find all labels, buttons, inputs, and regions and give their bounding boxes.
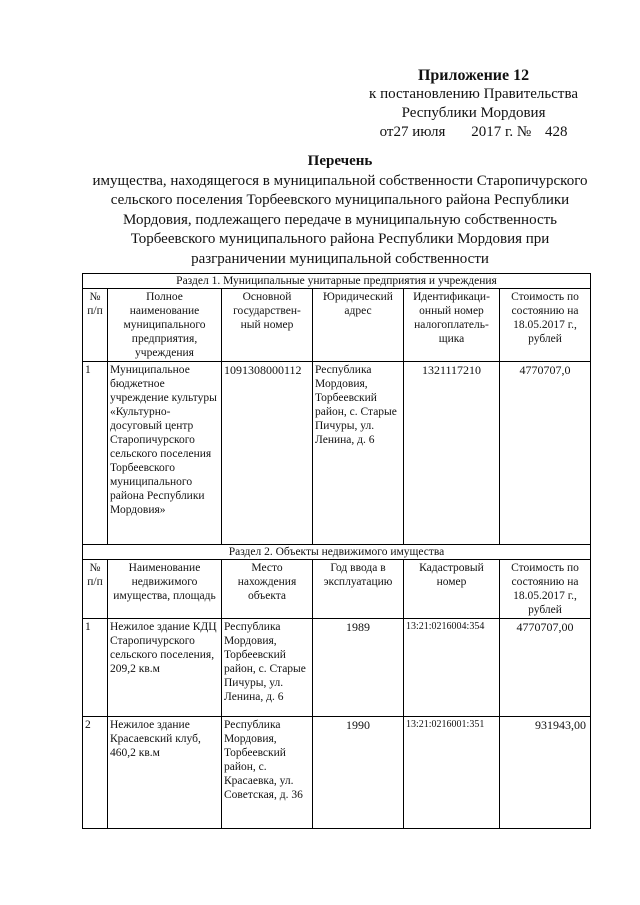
table-cell: Нежилое здание Красаевский клуб, 460,2 кв.м [108, 717, 222, 829]
decree-line: к постановлению Правительства [369, 86, 578, 102]
table-cell: 1 [83, 619, 108, 717]
table-cell: 1091308000112 [222, 362, 313, 545]
table-header-cell: Основной государствен-ный номер [222, 289, 313, 362]
title-line: Мордовия, подлежащего передаче в муниципальную собственность [122, 211, 558, 228]
title-heading: Перечень [307, 153, 373, 169]
table-cell: 4770707,0 [500, 362, 591, 545]
table-row [83, 362, 591, 545]
title-line: имущества, находящегося в муниципальной собственности Старопичурского [92, 172, 588, 189]
table-header-cell: Год ввода в эксплуатацию [313, 560, 404, 619]
table-cell: Нежилое здание КДЦ Старопичурского сельского поселения, 209,2 кв.м [108, 619, 222, 717]
table-header-cell: Кадастровый номер [404, 560, 500, 619]
republic-line: Республики Мордовия [401, 105, 546, 121]
table-cell: 1 [83, 362, 108, 545]
table-header-cell: № п/п [83, 560, 108, 619]
table-cell: 1989 [313, 619, 404, 717]
date-prefix: от [379, 124, 394, 140]
number-sign: № [516, 124, 532, 140]
table-header-cell: Идентификаци-онный номер налогоплатель-щика [404, 289, 500, 362]
table-cell: 4770707,00 [500, 619, 591, 717]
decree-date-line [369, 123, 578, 142]
section1-header-row [83, 289, 591, 362]
table-cell: 2 [83, 717, 108, 829]
table-cell: Республика Мордовия, Торбеевский район, с. Старые Пичуры, ул. Ленина, д. 6 [313, 362, 404, 545]
table-header-cell: Стоимость по состоянию на 18.05.2017 г., рублей [500, 560, 591, 619]
appendix-header [369, 66, 578, 142]
table-header-cell: Полное наименование муниципального предприятия, учреждения [108, 289, 222, 362]
table-header-cell: № п/п [83, 289, 108, 362]
table-cell: Муниципальное бюджетное учреждение культуры «Культурно-досуговый центр Старопичурского сельского поселения Торбеевского муниципального района Республики Мордовия» [108, 362, 222, 545]
appendix-title: Приложение 12 [417, 67, 530, 84]
table-row [83, 717, 591, 829]
section1-title: Раздел 1. Муниципальные унитарные предприятия и учреждения [83, 274, 591, 289]
table-cell: 931943,00 [500, 717, 591, 829]
date-month: июля [412, 124, 446, 140]
section2-title: Раздел 2. Объекты недвижимого имущества [83, 545, 591, 560]
table-cell: Республика Мордовия, Торбеевский район, с. Старые Пичуры, ул. Ленина, д. 6 [222, 619, 313, 717]
table-cell: 13:21:0216004:354 [404, 619, 500, 717]
document-title [70, 152, 610, 269]
title-line: разграничении муниципальной собственности [191, 250, 489, 267]
section2-header-row [83, 560, 591, 619]
table-header-cell: Наименование недвижимого имущества, площадь [108, 560, 222, 619]
table-header-cell: Юридический адрес [313, 289, 404, 362]
section1-title-row [83, 274, 591, 289]
date-day: 27 [393, 124, 409, 140]
table-row [83, 619, 591, 717]
property-table [82, 273, 591, 829]
section2-title-row [83, 545, 591, 560]
table-cell: 1321117210 [404, 362, 500, 545]
table-cell: 13:21:0216001:351 [404, 717, 500, 829]
table-header-cell: Место нахождения объекта [222, 560, 313, 619]
title-line: сельского поселения Торбеевского муниципального района Республики [110, 192, 570, 208]
date-year: 2017 г. [471, 124, 514, 140]
table-header-cell: Стоимость по состоянию на 18.05.2017 г., рублей [500, 289, 591, 362]
table-cell: 1990 [313, 717, 404, 829]
title-line: Торбеевского муниципального района Республики Мордовия при [130, 231, 550, 247]
decree-number: 428 [544, 124, 568, 140]
table-cell: Республика Мордовия, Торбеевский район, с. Красаевка, ул. Советская, д. 36 [222, 717, 313, 829]
